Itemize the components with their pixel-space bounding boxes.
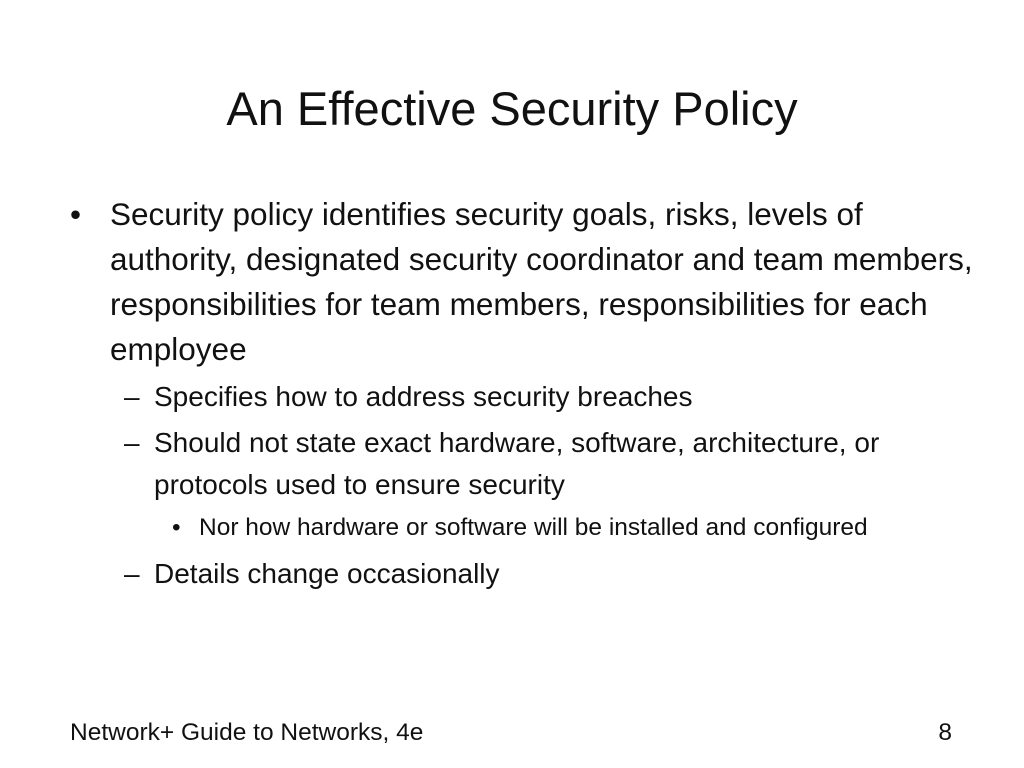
sub-sub-bullet-marker: • — [172, 514, 181, 541]
sub-sub-bullet-item-installed — [0, 509, 1024, 547]
sub-bullet-item-should-not-state — [0, 422, 1024, 506]
bullet-marker: • — [70, 196, 82, 232]
bullet-text: Security policy identifies security goals, risks, levels of authority, designated security coordinator and team members, responsibilities for team members, responsibilities for each employee — [110, 196, 973, 367]
sub-bullet-marker: – — [124, 427, 140, 458]
sub-bullet-item-breaches — [0, 376, 1024, 418]
slide-title: An Effective Security Policy — [226, 82, 798, 135]
page-number: 8 — [938, 719, 952, 746]
sub-sub-bullet-text: Nor how hardware or software will be installed and configured — [199, 514, 868, 541]
bullet-item-security-policy — [0, 192, 1024, 372]
sub-bullet-item-details-change — [0, 553, 1024, 595]
sub-bullet-text: Details change occasionally — [154, 558, 500, 589]
footer-text: Network+ Guide to Networks, 4e — [70, 719, 424, 746]
bullet-list — [0, 192, 1024, 595]
sub-bullet-text: Specifies how to address security breaches — [154, 381, 693, 412]
sub-bullet-marker: – — [124, 558, 140, 589]
sub-bullet-marker: – — [124, 381, 140, 412]
sub-bullet-text: Should not state exact hardware, software, architecture, or protocols used to ensure security — [154, 427, 880, 500]
